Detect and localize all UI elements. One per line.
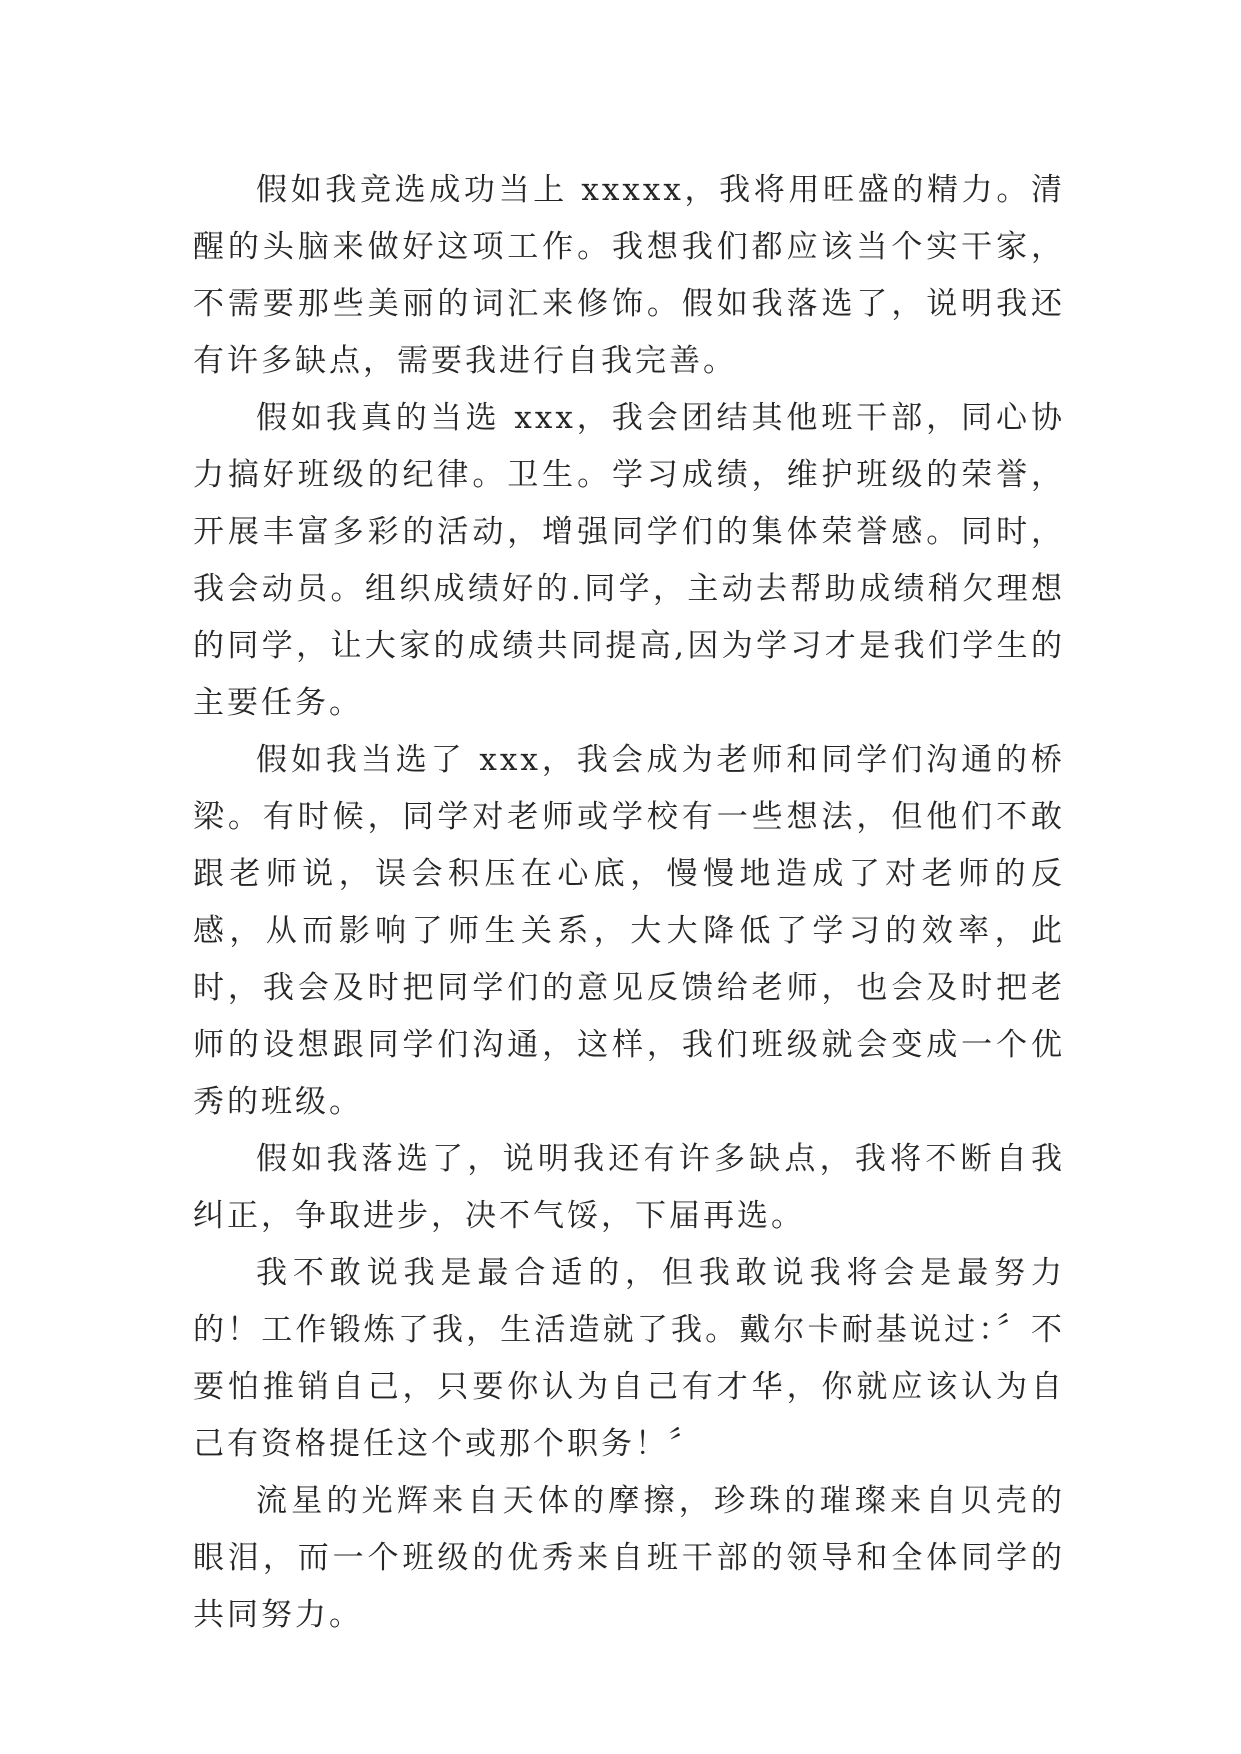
paragraph-3: 假如我当选了 xxx，我会成为老师和同学们沟通的桥梁。有时候，同学对老师或学校有一些想法，但他们不敢跟老师说，误会积压在心底，慢慢地造成了对老师的反感，从而影响了师生关系，大大降低了学习的效率，此时，我会及时把同学们的意见反馈给老师，也会及时把老师的设想跟同学们沟通，这样，我们班级就会变成一个优秀的班级。 <box>193 742 1065 1120</box>
paragraph-4: 假如我落选了，说明我还有许多缺点，我将不断自我纠正，争取进步，决不气馁，下届再选。 <box>193 1141 1065 1234</box>
paragraph-5: 我不敢说我是最合适的，但我敢说我将会是最努力的！工作锻炼了我，生活造就了我。戴尔卡耐基说过：〞不要怕推销自己，只要你认为自己有才华，你就应该认为自己有资格提任这个或那个职务！〞 <box>193 1255 1065 1462</box>
paragraph-6: 流星的光辉来自天体的摩擦，珍珠的璀璨来自贝壳的眼泪，而一个班级的优秀来自班干部的领导和全体同学的共同努力。 <box>193 1483 1065 1633</box>
document-body <box>193 162 1065 1644</box>
paragraph-2: 假如我真的当选 xxx，我会团结其他班干部，同心协力搞好班级的纪律。卫生。学习成绩，维护班级的荣誉，开展丰富多彩的活动，增强同学们的集体荣誉感。同时，我会动员。组织成绩好的.同学，主动去帮助成绩稍欠理想的同学，让大家的成绩共同提高,因为学习才是我们学生的主要任务。 <box>193 400 1065 721</box>
paragraph-1: 假如我竞选成功当上 xxxxx，我将用旺盛的精力。清醒的头脑来做好这项工作。我想我们都应该当个实干家，不需要那些美丽的词汇来修饰。假如我落选了，说明我还有许多缺点，需要我进行自我完善。 <box>193 172 1065 379</box>
